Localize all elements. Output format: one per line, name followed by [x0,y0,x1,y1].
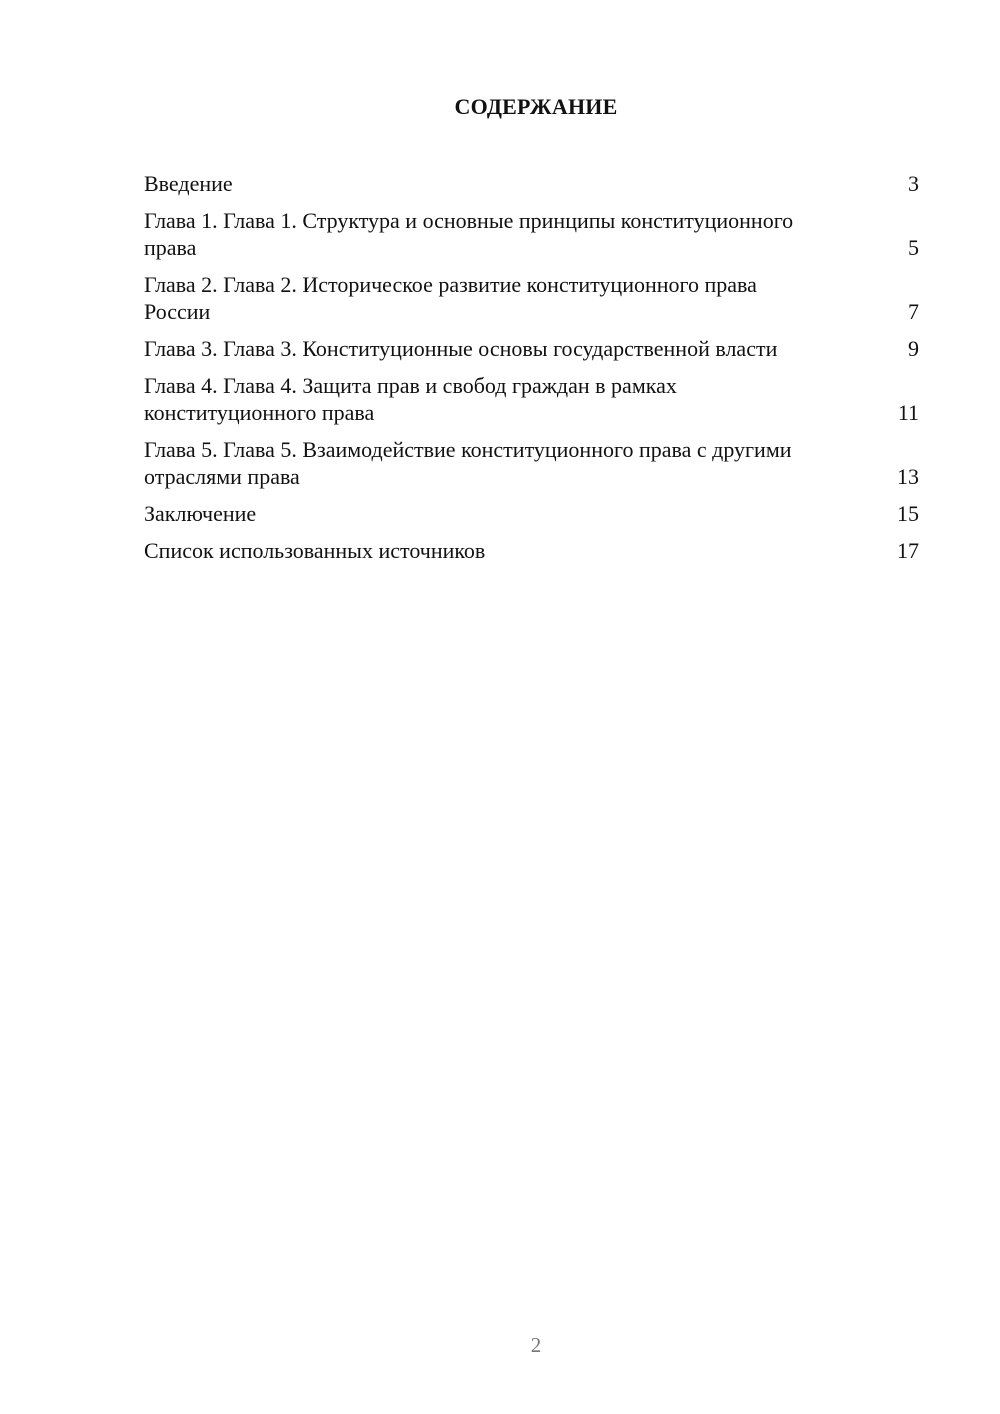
toc-entry-chapter-2 [144,271,919,325]
toc-entry-conclusion [144,500,919,527]
toc-entry-chapter-3 [144,335,919,362]
toc-entry-title: Глава 1. Глава 1. Структура и основные принципы конституционного права [144,208,794,260]
toc-entry-page: 17 [897,538,919,563]
toc-entry-introduction [144,170,919,197]
toc-entry-title: Глава 2. Глава 2. Историческое развитие конституционного права России [144,272,757,324]
toc-entry-chapter-4 [144,372,919,426]
toc-entry-title: Глава 3. Глава 3. Конституционные основы государственной власти [144,336,778,361]
toc-entry-title: Глава 4. Глава 4. Защита прав и свобод граждан в рамках конституционного права [144,373,677,425]
toc-entry-title: Заключение [144,501,257,526]
toc-entry-page: 5 [908,235,919,260]
toc-entry-page: 7 [908,299,919,324]
toc-entry-title: Список использованных источников [144,538,486,563]
toc-heading: СОДЕРЖАНИЕ [454,94,618,119]
toc-entry-chapter-5 [144,436,919,490]
page-number: 2 [530,1333,542,1357]
toc-entry-page: 3 [908,171,919,196]
table-of-contents [144,170,919,574]
toc-entry-title: Глава 5. Глава 5. Взаимодействие конституционного права с другими отраслями права [144,437,792,489]
toc-entry-page: 13 [897,464,919,489]
toc-entry-page: 15 [897,501,919,526]
toc-entry-page: 9 [908,336,919,361]
toc-entry-page: 11 [897,400,919,425]
toc-entry-chapter-1 [144,207,919,261]
toc-entry-title: Введение [144,171,233,196]
toc-entry-references [144,537,919,564]
